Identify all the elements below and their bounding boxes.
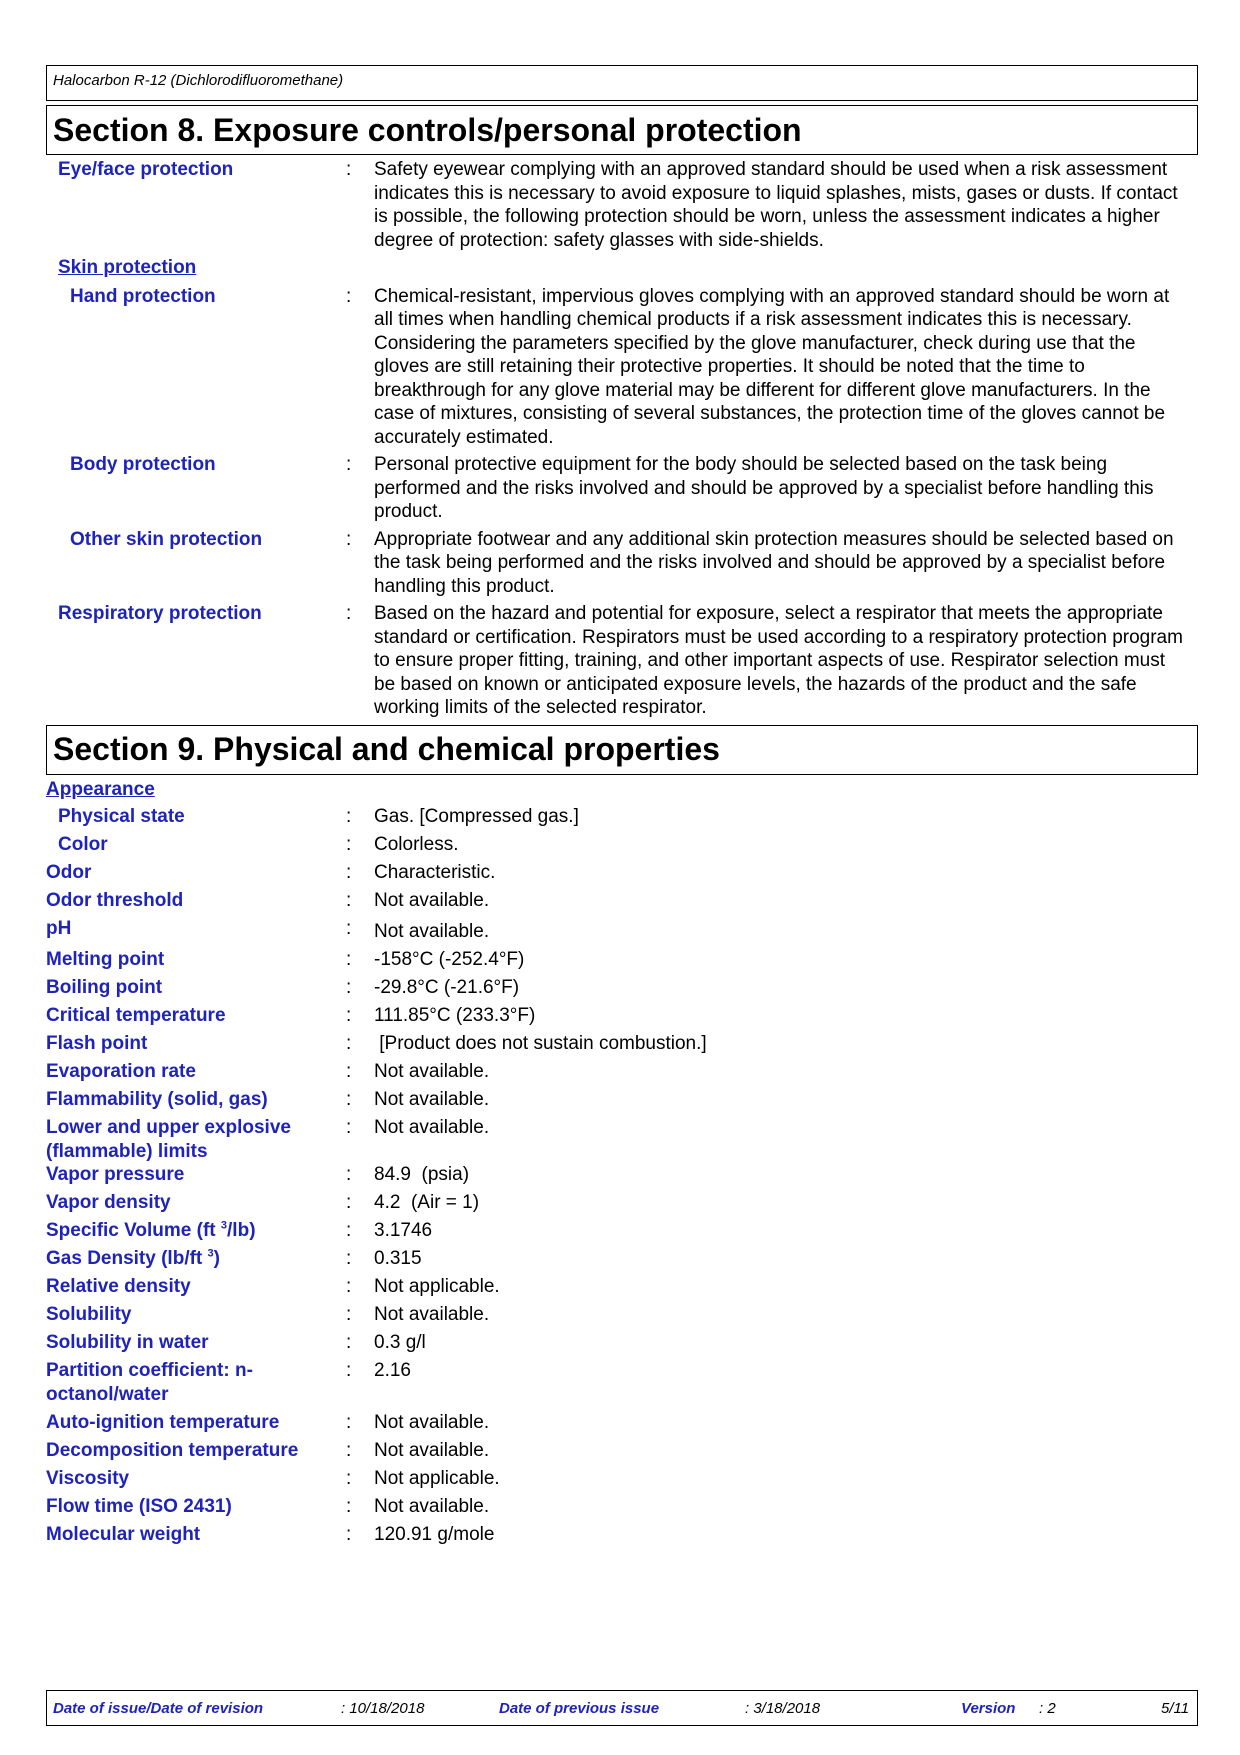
viscosity-row (46, 1467, 1198, 1491)
colon: : (346, 1220, 352, 1241)
odor-row (46, 861, 1198, 885)
ph-row (46, 917, 1198, 944)
odor-threshold-row (46, 889, 1198, 913)
body-protection-value: Personal protective equipment for the body should be selected based on the task being performed and the risks involved and should be approved by a specialist before handling this product. (374, 454, 1154, 522)
vapor-pressure-row (46, 1163, 1198, 1187)
colon: : (346, 1192, 352, 1213)
section-9-title: Section 9. Physical and chemical properties (46, 725, 1198, 775)
specific-volume-row (46, 1219, 1198, 1243)
color-value: Colorless. (374, 834, 459, 855)
solubility-in-water-value: 0.3 g/l (374, 1332, 426, 1353)
flash-point-label: Flash point (46, 1033, 148, 1054)
appearance-heading: Appearance (46, 778, 155, 800)
specific-volume-label-a: Specific Volume (ft (46, 1220, 221, 1241)
page-footer (46, 1690, 1198, 1726)
other-skin-protection-row (46, 528, 1198, 599)
colon: : (346, 834, 352, 855)
hand-protection-row (46, 285, 1198, 450)
critical-temperature-label: Critical temperature (46, 1005, 226, 1026)
colon: : (346, 603, 352, 624)
evaporation-rate-value: Not available. (374, 1061, 490, 1082)
odor-value: Characteristic. (374, 862, 496, 883)
explosive-limits-row (46, 1116, 1198, 1163)
version-label: Version (961, 1700, 1016, 1717)
melting-point-value: -158°C (-252.4°F) (374, 949, 525, 970)
colon: : (346, 285, 352, 307)
melting-point-label: Melting point (46, 949, 165, 970)
colon: : (346, 1467, 352, 1489)
colon: : (346, 1276, 352, 1297)
gas-density-label-a: Gas Density (lb/ft (46, 1248, 208, 1269)
colon: : (346, 918, 352, 939)
flash-point-value: [Product does not sustain combustion.] (374, 1033, 707, 1054)
specific-volume-label-sup: 3 (220, 1219, 228, 1232)
document-page (46, 65, 1198, 1546)
colon: : (346, 1439, 352, 1461)
colon: : (346, 977, 352, 998)
relative-density-row (46, 1275, 1198, 1299)
gas-density-value: 0.315 (374, 1248, 422, 1269)
molecular-weight-label: Molecular weight (46, 1523, 201, 1545)
respiratory-protection-label: Respiratory protection (58, 603, 262, 624)
hand-protection-value: Chemical-resistant, impervious gloves complying with an approved standard should be worn at all times when handling chemical products if a risk assessment indicates this is necessary. Considering the parameters specified by the glove manufacturer, check during use that the gloves are still retaining their protective properties. It should be noted that the time to breakthrough for any glove material may be different for different glove manufacturers. In the case of mixtures, consisting of several substances, the protection time of the gloves cannot be accurately estimated. (374, 285, 1170, 448)
colon: : (346, 1117, 352, 1138)
body-protection-label: Body protection (70, 454, 216, 475)
flammability-value: Not available. (374, 1089, 490, 1110)
colon: : (346, 1164, 352, 1185)
respiratory-protection-row (46, 602, 1198, 720)
issue-date-label: Date of issue/Date of revision (53, 1700, 264, 1717)
evaporation-rate-row (46, 1060, 1198, 1084)
flammability-row (46, 1088, 1198, 1112)
odor-label: Odor (46, 862, 92, 883)
ph-value: Not available. (374, 921, 490, 942)
flow-time-label: Flow time (ISO 2431) (46, 1495, 232, 1517)
decomposition-label: Decomposition temperature (46, 1439, 299, 1461)
melting-point-row (46, 948, 1198, 972)
issue-date-value: : 10/18/2018 (341, 1700, 425, 1717)
colon: : (346, 1089, 352, 1110)
critical-temperature-value: 111.85°C (233.3°F) (374, 1005, 536, 1026)
gas-density-label-b: ) (213, 1248, 220, 1269)
flow-time-value: Not available. (374, 1495, 490, 1517)
physical-state-label: Physical state (58, 806, 185, 827)
eye-protection-row (46, 158, 1198, 252)
explosive-limits-value: Not available. (374, 1117, 490, 1138)
auto-ignition-row (46, 1411, 1198, 1435)
colon: : (346, 1033, 352, 1054)
product-header (46, 65, 1198, 101)
previous-issue-value: : 3/18/2018 (745, 1700, 821, 1717)
colon: : (346, 454, 352, 475)
section-8-content (46, 155, 1198, 720)
vapor-pressure-value: 84.9 (psia) (374, 1164, 470, 1185)
other-skin-protection-label: Other skin protection (70, 528, 263, 550)
skin-protection-heading: Skin protection (58, 257, 197, 278)
relative-density-label: Relative density (46, 1276, 191, 1297)
colon: : (346, 1411, 352, 1433)
colon: : (346, 1360, 352, 1381)
colon: : (346, 1005, 352, 1026)
boiling-point-value: -29.8°C (-21.6°F) (374, 977, 520, 998)
color-row (46, 833, 1198, 857)
colon: : (346, 890, 352, 911)
section-9-content (46, 775, 1198, 1547)
vapor-pressure-label: Vapor pressure (46, 1164, 185, 1185)
decomposition-row (46, 1439, 1198, 1463)
decomposition-value: Not available. (374, 1439, 490, 1461)
hand-protection-label: Hand protection (70, 285, 216, 307)
gas-density-row (46, 1247, 1198, 1271)
auto-ignition-value: Not available. (374, 1411, 490, 1433)
solubility-label: Solubility (46, 1304, 132, 1325)
solubility-value: Not available. (374, 1304, 490, 1325)
ph-label: pH (46, 918, 72, 939)
specific-volume-value: 3.1746 (374, 1220, 433, 1241)
flammability-label: Flammability (solid, gas) (46, 1089, 268, 1110)
vapor-density-value: 4.2 (Air = 1) (374, 1192, 480, 1213)
gas-density-label (46, 1247, 346, 1271)
colon: : (346, 528, 352, 550)
boiling-point-label: Boiling point (46, 977, 163, 998)
solubility-row (46, 1303, 1198, 1327)
colon: : (346, 1061, 352, 1082)
colon: : (346, 862, 352, 883)
other-skin-protection-value: Appropriate footwear and any additional skin protection measures should be selected based on the task being performed and the risks involved and should be approved by a specialist before handling this product. (374, 528, 1174, 597)
color-label: Color (58, 834, 108, 855)
colon: : (346, 806, 352, 827)
physical-state-value: Gas. [Compressed gas.] (374, 806, 579, 827)
specific-volume-label (46, 1219, 346, 1243)
solubility-in-water-label: Solubility in water (46, 1332, 209, 1353)
respiratory-protection-value: Based on the hazard and potential for exposure, select a respirator that meets the appropriate standard or certification. Respirators must be used according to a respiratory protection program to ensure proper fitting, training, and other important aspects of use. Respirator selection must be based on known or anticipated exposure levels, the hazards of the product and the safe working limits of the selected respirator. (374, 603, 1183, 718)
solubility-in-water-row (46, 1331, 1198, 1355)
flow-time-row (46, 1495, 1198, 1519)
viscosity-label: Viscosity (46, 1467, 130, 1489)
viscosity-value: Not applicable. (374, 1467, 500, 1489)
colon: : (346, 1523, 352, 1545)
page-number: 5/11 (1161, 1700, 1190, 1717)
odor-threshold-value: Not available. (374, 890, 490, 911)
body-protection-row (46, 453, 1198, 524)
partition-coefficient-label: Partition coefficient: n-octanol/water (46, 1360, 253, 1405)
boiling-point-row (46, 976, 1198, 1000)
version-value: : 2 (1039, 1700, 1056, 1717)
colon: : (346, 159, 352, 180)
eye-protection-label: Eye/face protection (58, 159, 234, 180)
physical-state-row (46, 805, 1198, 829)
molecular-weight-value: 120.91 g/mole (374, 1523, 495, 1545)
product-name: Halocarbon R-12 (Dichlorodifluoromethane) (53, 72, 344, 89)
partition-coefficient-row (46, 1359, 1198, 1406)
partition-coefficient-value: 2.16 (374, 1360, 411, 1381)
colon: : (346, 1304, 352, 1325)
colon: : (346, 949, 352, 970)
section-8-title: Section 8. Exposure controls/personal protection (46, 105, 1198, 155)
odor-threshold-label: Odor threshold (46, 890, 184, 911)
evaporation-rate-label: Evaporation rate (46, 1061, 196, 1082)
vapor-density-row (46, 1191, 1198, 1215)
critical-temperature-row (46, 1004, 1198, 1028)
explosive-limits-label: Lower and upper explosive (flammable) limits (46, 1117, 291, 1162)
relative-density-value: Not applicable. (374, 1276, 500, 1297)
gas-density-label-sup: 3 (207, 1247, 214, 1260)
molecular-weight-row (46, 1523, 1198, 1547)
eye-protection-value: Safety eyewear complying with an approved standard should be used when a risk assessment indicates this is necessary to avoid exposure to liquid splashes, mists, gases or dusts. If contact is possible, the following protection should be worn, unless the assessment indicates a higher degree of protection: safety glasses with side-shields. (374, 159, 1178, 251)
auto-ignition-label: Auto-ignition temperature (46, 1411, 280, 1433)
specific-volume-label-b: /lb) (227, 1220, 256, 1241)
colon: : (346, 1332, 352, 1353)
colon: : (346, 1495, 352, 1517)
flash-point-row (46, 1032, 1198, 1056)
previous-issue-label: Date of previous issue (499, 1700, 660, 1717)
colon: : (346, 1248, 352, 1269)
vapor-density-label: Vapor density (46, 1192, 171, 1213)
